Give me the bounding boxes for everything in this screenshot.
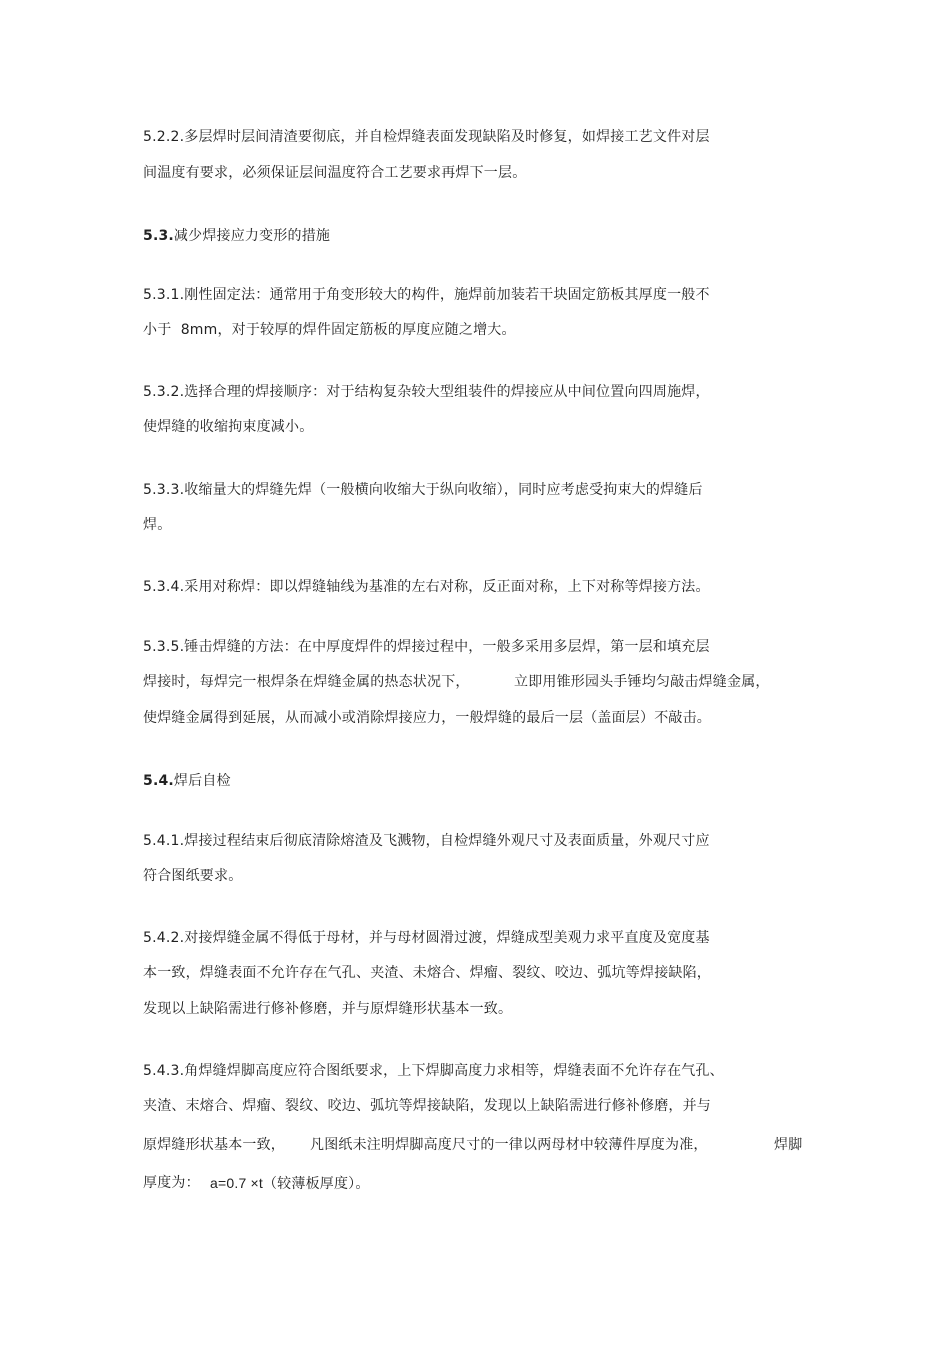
- para-5-4-3-line-1: 5.4.3.角焊缝焊脚高度应符合图纸要求，上下焊脚高度力求相等，焊缝表面不允许存在气孔、: [143, 1063, 724, 1079]
- para-5-4-1-line-2: 符合图纸要求。: [143, 868, 243, 884]
- para-5-3-2-line-2: 使焊缝的收缩拘束度减小。: [143, 419, 314, 435]
- para-5-3-1-line-2: 小于 8mm，对于较厚的焊件固定筋板的厚度应随之增大。: [143, 322, 516, 338]
- section-heading-5-3: [143, 227, 330, 245]
- para-5-4-2-line-3: 发现以上缺陷需进行修补修磨，并与原焊缝形状基本一致。: [143, 1001, 513, 1017]
- para-5-2-2-line-2: 间温度有要求，必须保证层间温度符合工艺要求再焊下一层。: [143, 165, 527, 181]
- para-5-4-3-line-3a: 原焊缝形状基本一致，: [143, 1137, 285, 1153]
- para-5-4-3-line-3b: 凡图纸未注明焊脚高度尺寸的一律以两母材中较薄件厚度为准，: [310, 1137, 708, 1153]
- para-5-3-4-line-1: 5.3.4.采用对称焊：即以焊缝轴线为基准的左右对称，反正面对称，上下对称等焊接方法。: [143, 579, 710, 595]
- para-5-4-2-line-2: 本一致，焊缝表面不允许存在气孔、夹渣、未熔合、焊瘤、裂纹、咬边、弧坑等焊接缺陷，: [143, 965, 711, 981]
- para-5-4-3-line-4a: 厚度为：: [143, 1175, 200, 1191]
- para-5-4-1-line-1: 5.4.1.焊接过程结束后彻底清除熔渣及飞溅物，自检焊缝外观尺寸及表面质量，外观尺寸应: [143, 833, 710, 849]
- para-5-4-3-line-3c: 焊脚: [774, 1137, 803, 1153]
- para-5-3-2-line-1: 5.3.2.选择合理的焊接顺序：对于结构复杂较大型组装件的焊接应从中间位置向四周施焊，: [143, 384, 710, 400]
- para-5-4-3-line-4b: a=0.7 ×t（较薄板厚度）。: [210, 1175, 370, 1191]
- para-5-3-5-line-2b: 立即用锥形园头手锤均匀敲击焊缝金属，: [514, 674, 770, 690]
- para-5-4-2-line-1: 5.4.2.对接焊缝金属不得低于母材，并与母材圆滑过渡，焊缝成型美观力求平直度及宽度基: [143, 930, 710, 946]
- para-5-4-3-line-2: 夹渣、末熔合、焊瘤、裂纹、咬边、弧坑等焊接缺陷，发现以上缺陷需进行修补修磨，并与: [143, 1098, 711, 1114]
- para-5-3-5-line-1: 5.3.5.锤击焊缝的方法：在中厚度焊件的焊接过程中，一般多采用多层焊，第一层和填充层: [143, 639, 710, 655]
- section-title: 焊后自检: [173, 773, 231, 789]
- section-number: 5.3.: [143, 228, 174, 244]
- para-5-3-3-line-2: 焊。: [143, 517, 172, 533]
- section-number: 5.4.: [143, 773, 174, 789]
- section-heading-5-4: [143, 772, 231, 790]
- para-5-2-2-line-1: 5.2.2.多层焊时层间清渣要彻底，并自检焊缝表面发现缺陷及时修复，如焊接工艺文件对层: [143, 129, 710, 145]
- para-5-3-5-line-2a: 焊接时，每焊完一根焊条在焊缝金属的热态状况下，: [143, 674, 470, 690]
- para-5-3-5-line-3: 使焊缝金属得到延展，从而减小或消除焊接应力，一般焊缝的最后一层（盖面层）不敲击。: [143, 710, 711, 726]
- para-5-3-1-line-1: 5.3.1.刚性固定法：通常用于角变形较大的构件，施焊前加装若干块固定筋板其厚度一般不: [143, 287, 710, 303]
- section-title: 减少焊接应力变形的措施: [173, 228, 331, 244]
- para-5-3-3-line-1: 5.3.3.收缩量大的焊缝先焊（一般横向收缩大于纵向收缩），同时应考虑受拘束大的焊缝后: [143, 482, 703, 498]
